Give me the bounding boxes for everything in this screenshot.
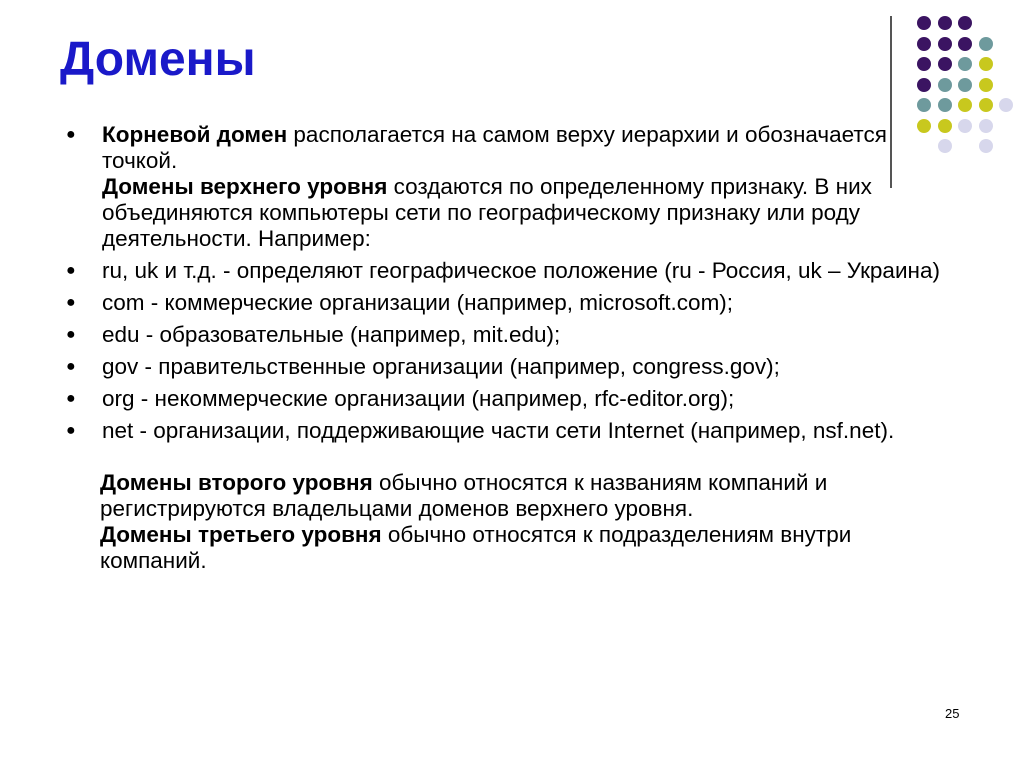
bullet-icon: ● [66,358,76,375]
bullet-text: edu - образовательные (например, mit.edu); [102,322,561,347]
decorative-dot [917,37,931,51]
bullet-item [64,322,964,348]
bullet-icon: ● [66,262,76,279]
bullet-item [64,258,964,284]
top-level-description: создаются по определенному признаку. В них объединяются компьютеры сети по географическому признаку или роду деятельности. Например: [102,174,872,251]
bullet-icon: ● [66,422,76,439]
bullet-text: com - коммерческие организации (например, microsoft.com); [102,290,734,315]
bullet-text: ru, uk и т.д. - определяют географическое положение (ru - Россия, uk – Украина) [102,258,940,283]
decorative-dot [917,78,931,92]
decorative-dot [958,78,972,92]
decorative-dot [979,119,993,133]
decorative-dot [938,98,952,112]
top-level-paragraph [102,174,964,252]
root-domain-description: располагается на самом верху иерархии и обозначается точкой. [102,122,887,173]
top-level-term: Домены верхнего уровня [102,174,388,199]
decorative-dot [958,16,972,30]
bullet-item [64,290,964,316]
bullet-icon: ● [66,390,76,407]
decorative-dot [958,57,972,71]
third-level-paragraph [64,522,964,574]
decorative-dot [958,37,972,51]
decorative-dot [979,98,993,112]
decorative-dot [999,98,1013,112]
bullet-icon: ● [66,326,76,343]
decorative-dot [917,98,931,112]
bullet-icon: ● [66,294,76,311]
decorative-dot [938,16,952,30]
third-level-term: Домены третьего уровня [100,522,382,547]
decorative-dot [938,57,952,71]
decorative-dot [979,78,993,92]
second-level-term: Домены второго уровня [100,470,373,495]
root-domain-paragraph [102,122,964,174]
slide-title: Домены [60,33,256,86]
slide-content [64,122,964,574]
bullet-item [64,354,964,380]
decorative-dot [979,57,993,71]
decorative-dot [958,98,972,112]
page-number: 25 [945,706,960,721]
third-level-description: обычно относятся к подразделениям внутри компаний. [100,522,852,573]
second-level-description: обычно относятся к названиям компаний и регистрируются владельцами доменов верхнего уровня. [100,470,828,521]
decorative-dot [938,78,952,92]
decorative-dot [917,16,931,30]
bullet-text: net - организации, поддерживающие части сети Internet (например, nsf.net). [102,418,895,443]
bullet-text: gov - правительственные организации (например, congress.gov); [102,354,780,379]
root-domain-term: Корневой домен [102,122,288,147]
bullet-item-intro [64,122,964,252]
bullet-item [64,418,964,444]
bullet-text: org - некоммерческие организации (например, rfc-editor.org); [102,386,735,411]
decorative-dot [979,37,993,51]
bullet-icon: ● [66,126,76,143]
bullet-item [64,386,964,412]
decorative-dot [917,57,931,71]
decorative-dot [979,139,993,153]
decorative-dot [938,37,952,51]
second-level-paragraph [64,470,964,522]
intro-text [102,122,964,252]
